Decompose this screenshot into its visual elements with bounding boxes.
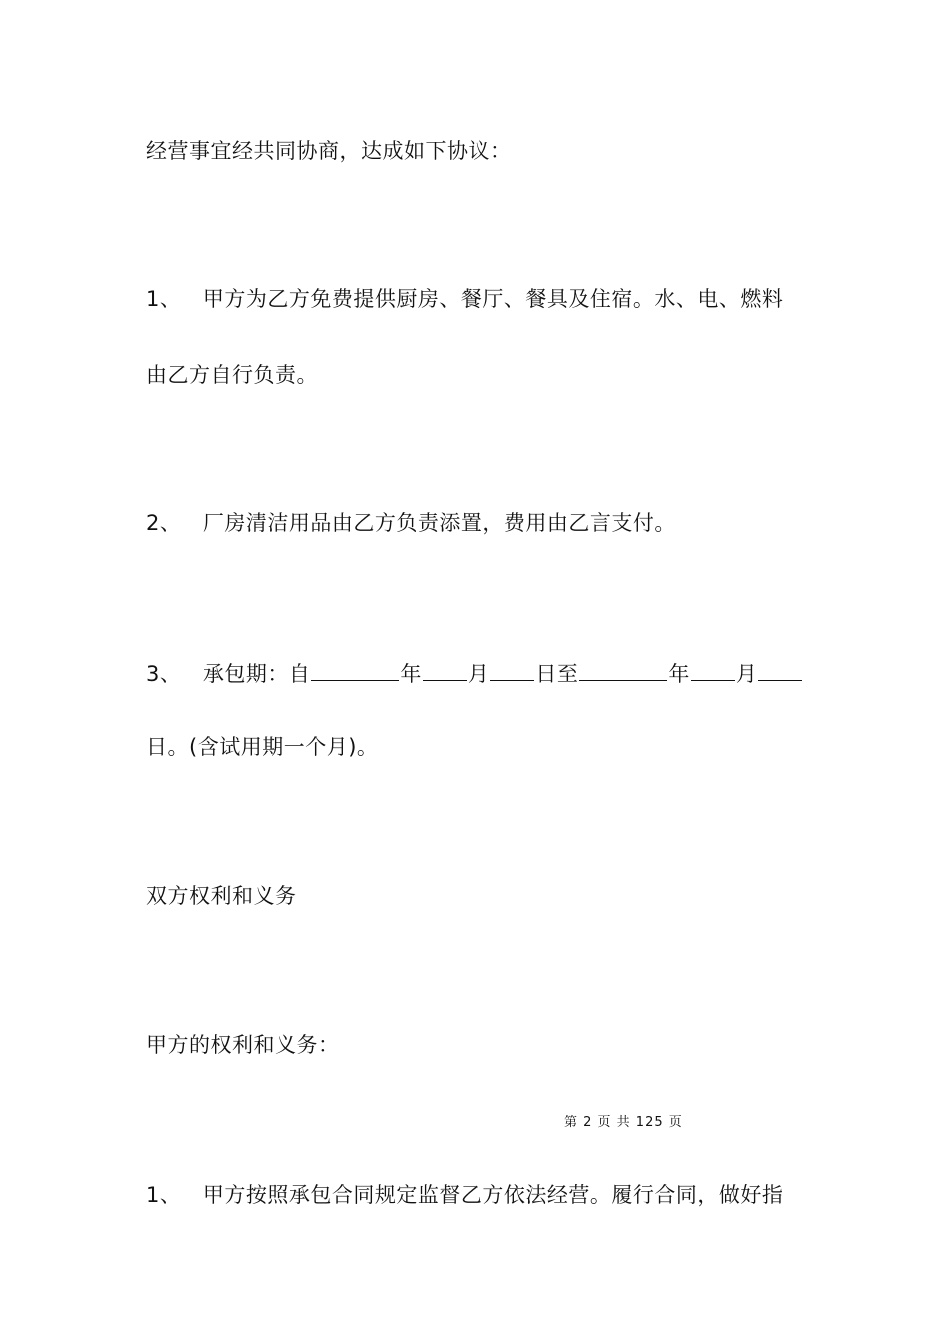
clause-2 [146, 508, 676, 538]
end-month-blank [691, 658, 735, 681]
year-label-2: 年 [668, 662, 690, 686]
clause-1-line-1 [146, 284, 783, 314]
start-month-blank [423, 658, 467, 681]
end-year-blank [579, 658, 667, 681]
year-label: 年 [400, 662, 422, 686]
clause-1-text: 甲方为乙方免费提供厨房、餐厅、餐具及住宿。水、电、燃料 [202, 287, 784, 311]
clause-1-number: 1、 [146, 287, 182, 311]
party-a-clause-1-number: 1、 [146, 1183, 182, 1207]
month-label-2: 月 [735, 662, 758, 686]
start-year-blank [311, 658, 399, 681]
clause-2-number: 2、 [146, 511, 182, 535]
end-day-blank [758, 658, 802, 681]
clause-3-label: 承包期：自 [202, 662, 311, 686]
intro-paragraph: 经营事宜经共同协商，达成如下协议： [146, 139, 512, 163]
clause-3-line-1 [146, 658, 803, 689]
section-title: 双方权利和义务 [146, 884, 297, 908]
month-label: 月 [467, 662, 490, 686]
party-a-title: 甲方的权利和义务： [146, 1033, 340, 1057]
clause-3-line-2: 日。(含试用期一个月)。 [146, 735, 379, 759]
party-a-clause-1 [146, 1180, 783, 1210]
clause-1-line-2: 由乙方自行负责。 [146, 363, 318, 387]
clause-3-number: 3、 [146, 662, 182, 686]
day-to-label: 日至 [535, 662, 579, 686]
start-day-blank [490, 658, 534, 681]
clause-2-text: 厂房清洁用品由乙方负责添置，费用由乙言支付。 [202, 511, 676, 535]
page-footer: 第 2 页 共 125 页 [564, 1115, 683, 1130]
party-a-clause-1-text: 甲方按照承包合同规定监督乙方依法经营。履行合同，做好指 [202, 1183, 784, 1207]
